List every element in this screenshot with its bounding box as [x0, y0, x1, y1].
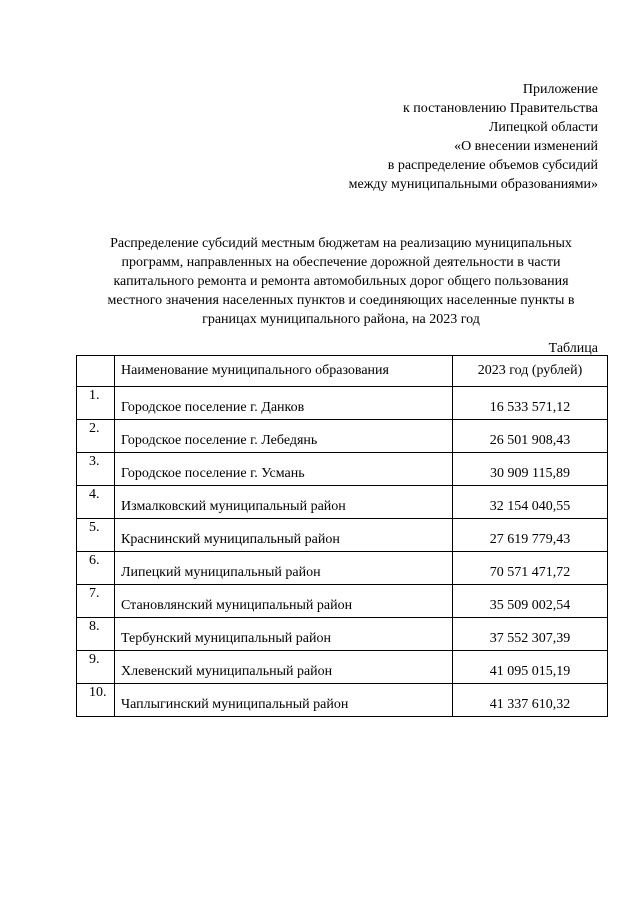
row-sum: 32 154 040,55: [453, 486, 608, 519]
row-num: 3.: [77, 453, 115, 486]
row-sum: 30 909 115,89: [453, 453, 608, 486]
table-row: [77, 552, 608, 585]
row-name: Городское поселение г. Данков: [115, 387, 453, 420]
row-name: Липецкий муниципальный район: [115, 552, 453, 585]
annex-line: к постановлению Правительства: [402, 101, 598, 116]
row-sum: 41 337 610,32: [453, 684, 608, 717]
row-name: Городское поселение г. Лебедянь: [115, 420, 453, 453]
heading-line: границах муниципального района, на 2023 год: [202, 312, 480, 327]
table-row: [77, 420, 608, 453]
annex-line: в распределение объемов субсидий: [387, 158, 598, 173]
annex-line: Липецкой области: [488, 120, 598, 135]
header-name: Наименование муниципального образования: [115, 356, 453, 387]
row-name: Краснинский муниципальный район: [115, 519, 453, 552]
annex-line: «О внесении изменений: [454, 139, 598, 154]
annex-line: между муниципальными образованиями»: [348, 177, 598, 192]
table-row: [77, 453, 608, 486]
row-sum: 16 533 571,12: [453, 387, 608, 420]
row-num: 1.: [77, 387, 115, 420]
row-sum: 70 571 471,72: [453, 552, 608, 585]
row-sum: 35 509 002,54: [453, 585, 608, 618]
row-sum: 27 619 779,43: [453, 519, 608, 552]
table-row: [77, 684, 608, 717]
table-row: [77, 618, 608, 651]
table-row: [77, 585, 608, 618]
table-header-row: [77, 356, 608, 387]
row-num: 7.: [77, 585, 115, 618]
heading-line: программ, направленных на обеспечение дорожной деятельности в части: [121, 255, 561, 270]
heading-line: капитального ремонта и ремонта автомобильных дорог общего пользования: [113, 274, 569, 289]
table-row: [77, 519, 608, 552]
row-num: 4.: [77, 486, 115, 519]
row-sum: 37 552 307,39: [453, 618, 608, 651]
table-row: [77, 486, 608, 519]
row-num: 5.: [77, 519, 115, 552]
row-sum: 26 501 908,43: [453, 420, 608, 453]
row-name: Тербунский муниципальный район: [115, 618, 453, 651]
row-name: Чаплыгинский муниципальный район: [115, 684, 453, 717]
row-num: 2.: [77, 420, 115, 453]
heading-line: местного значения населенных пунктов и соединяющих населенные пункты в: [107, 293, 575, 308]
row-num: 9.: [77, 651, 115, 684]
row-name: Становлянский муниципальный район: [115, 585, 453, 618]
header-num: [77, 356, 115, 387]
annex-line: Приложение: [522, 82, 598, 97]
row-sum: 41 095 015,19: [453, 651, 608, 684]
row-name: Измалковский муниципальный район: [115, 486, 453, 519]
row-num: 6.: [77, 552, 115, 585]
row-num: 8.: [77, 618, 115, 651]
row-name: Городское поселение г. Усмань: [115, 453, 453, 486]
subsidy-table: [76, 355, 608, 717]
table-row: [77, 387, 608, 420]
table-caption: Таблица: [548, 341, 598, 356]
table-row: [77, 651, 608, 684]
document-heading: [76, 234, 606, 329]
row-name: Хлевенский муниципальный район: [115, 651, 453, 684]
annex-block: [349, 80, 598, 194]
header-sum: 2023 год (рублей): [453, 356, 608, 387]
row-num: 10.: [77, 684, 115, 717]
heading-line: Распределение субсидий местным бюджетам на реализацию муниципальных: [110, 236, 572, 251]
